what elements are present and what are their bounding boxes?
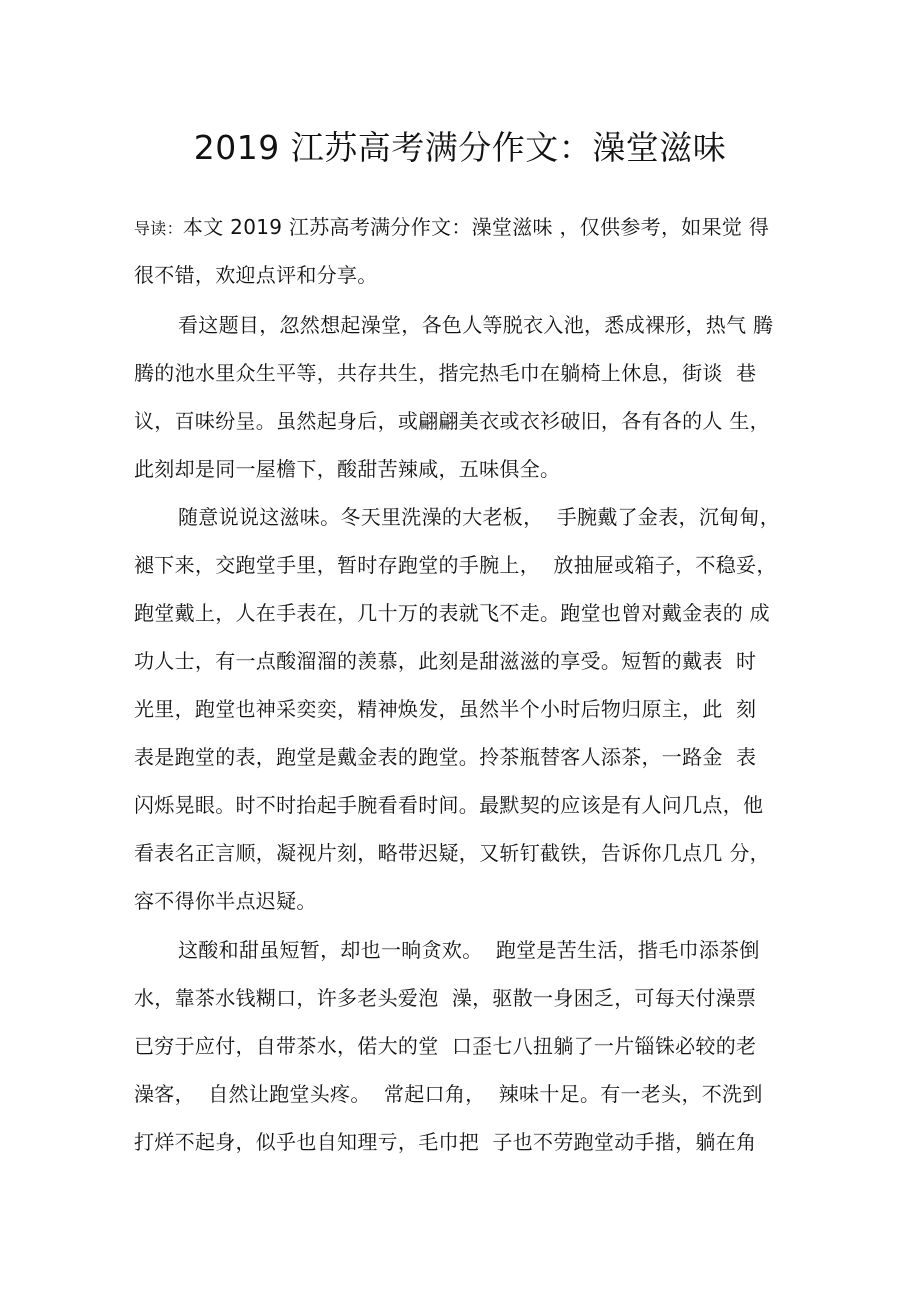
document-title: 2019 江苏高考满分作文：澡堂滋味 <box>193 128 727 167</box>
paragraph-1-line-4: 此刻却是同一屋檐下，酸甜苦辣咸，五味俱全。 <box>134 457 561 481</box>
paragraph-3-line-5: 打烊不起身，似乎也自知理亏，毛巾把 子也不劳跑堂动手揩，躺在角 <box>134 1130 757 1154</box>
paragraph-3-line-2: 水，靠茶水钱糊口，许多老头爱泡 澡，驱散一身困乏，可每天付澡票 <box>134 986 757 1010</box>
paragraph-3-line-1: 这酸和甜虽短暂，却也一晌贪欢。 跑堂是苦生活，揩毛巾添茶倒 <box>178 938 760 962</box>
paragraph-2-line-1: 随意说说这滋味。冬天里洗澡的大老板， 手腕戴了金表，沉甸甸， <box>178 505 781 529</box>
paragraph-2-line-6: 表是跑堂的表，跑堂是戴金表的跑堂。拎茶瓶替客人添茶，一路金 表 <box>134 745 757 769</box>
paragraph-1-line-1: 看这题目，忽然想起澡堂，各色人等脱衣入池，悉成裸形，热气 腾 <box>178 313 774 337</box>
paragraph-2-line-7: 闪烁晃眼。时不时抬起手腕看看时间。最默契的应该是有人问几点，他 <box>134 793 764 817</box>
lead-block <box>134 203 794 299</box>
paragraph-1-line-3: 议，百味纷呈。虽然起身后，或翩翩美衣或衣衫破旧，各有各的人 生， <box>134 409 770 433</box>
paragraph-1-line-2: 腾的池水里众生平等，共存共生，揩完热毛巾在躺椅上休息，街谈 巷 <box>134 361 757 385</box>
paragraph-2-line-8: 看表名正言顺，凝视片刻，略带迟疑，又斩钉截铁，告诉你几点几 分， <box>134 841 770 865</box>
paragraph-3 <box>134 926 794 1166</box>
paragraph-2 <box>134 493 794 925</box>
paragraph-2-line-5: 光里，跑堂也神采奕奕，精神焕发，虽然半个小时后物归原主，此 刻 <box>134 697 757 721</box>
lead-label: 导读： <box>134 219 183 238</box>
paragraph-2-line-3: 跑堂戴上，人在手表在，几十万的表就飞不走。跑堂也曾对戴金表的 成 <box>134 601 770 625</box>
lead-line-1 <box>134 203 794 251</box>
paragraph-1 <box>134 301 794 493</box>
paragraph-2-line-9: 容不得你半点迟疑。 <box>134 889 317 913</box>
paragraph-2-line-2: 褪下来，交跑堂手里，暂时存跑堂的手腕上， 放抽屉或箱子，不稳妥， <box>134 553 777 577</box>
paragraph-2-line-4: 功人士，有一点酸溜溜的羡慕，此刻是甜滋滋的享受。短暂的戴表 时 <box>134 649 757 673</box>
lead-text-1: 本文 2019 江苏高考满分作文：澡堂滋味 ，仅供参考，如果觉 得 <box>182 215 770 239</box>
paragraph-3-line-4: 澡客， 自然让跑堂头疼。 常起口角， 辣味十足。有一老头，不洗到 <box>134 1082 763 1106</box>
paragraph-3-line-3: 已穷于应付，自带茶水，偌大的堂 口歪七八扭躺了一片锱铢必较的老 <box>134 1034 757 1058</box>
lead-line-2: 很不错，欢迎点评和分享。 <box>134 263 378 287</box>
